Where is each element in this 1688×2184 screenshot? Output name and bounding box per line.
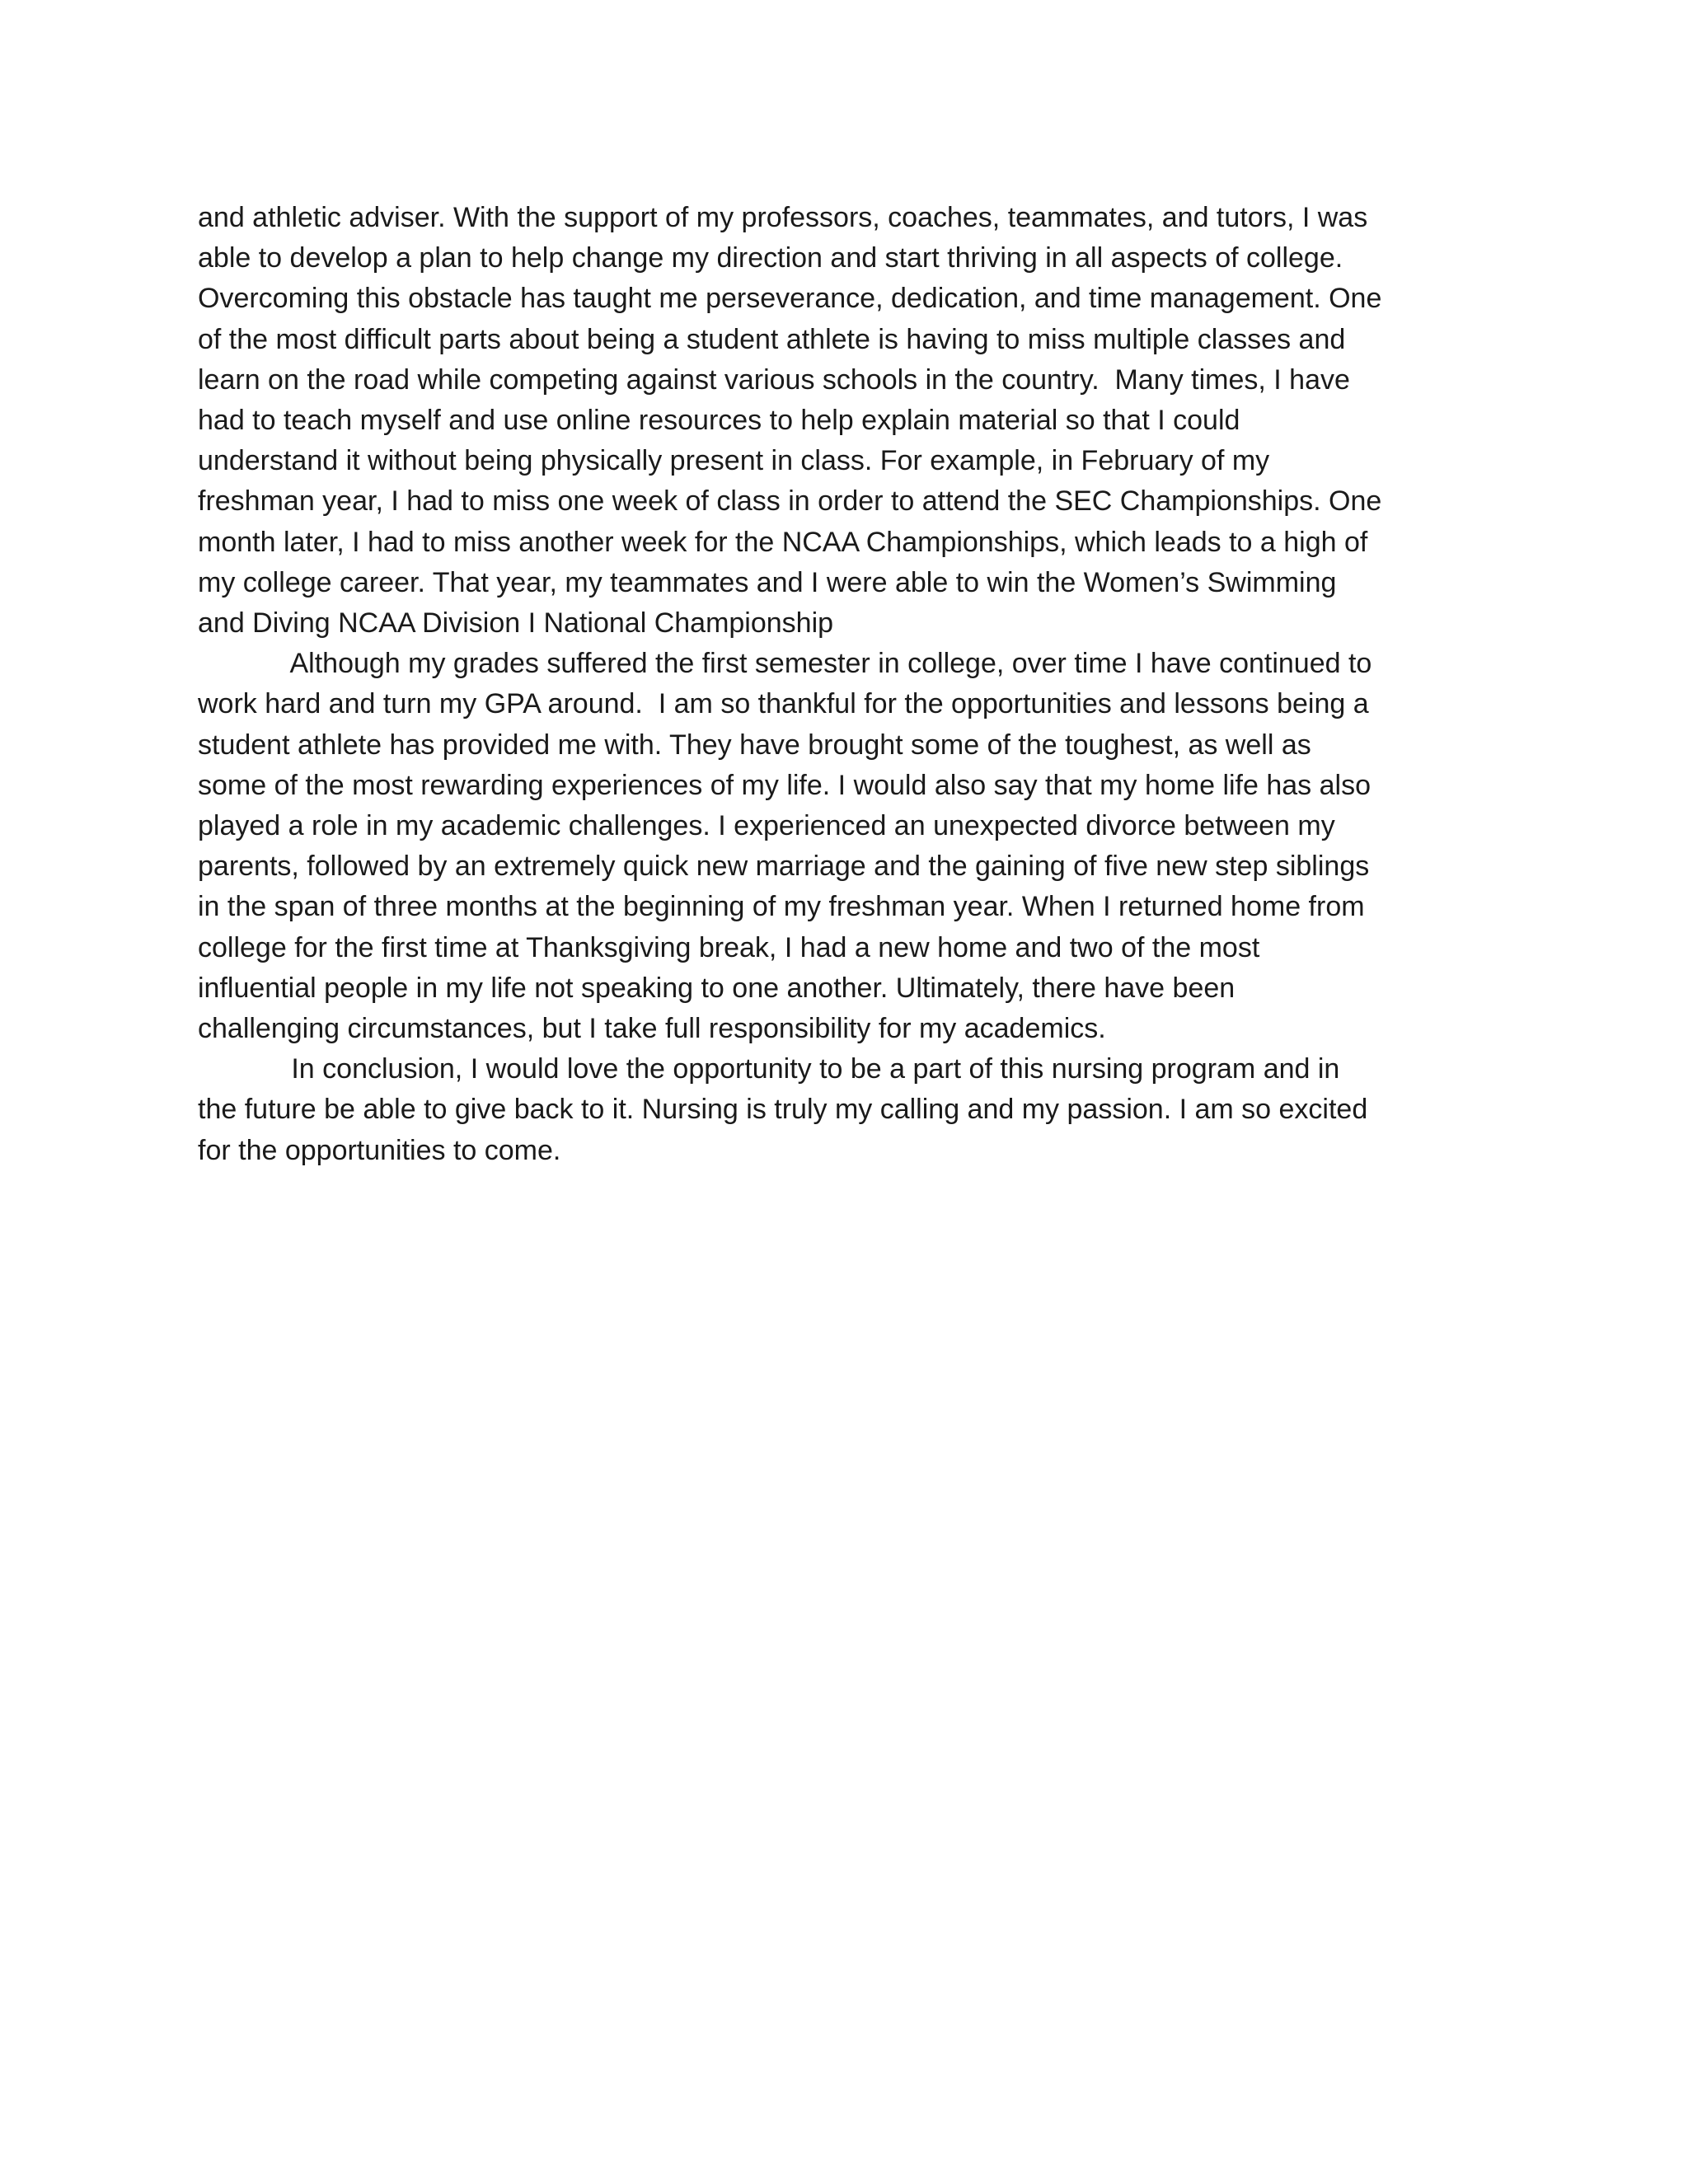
text-line: some of the most rewarding experiences of my life. I would also say that my home life has also (198, 769, 1371, 801)
text-line: student athlete has provided me with. They have brought some of the toughest, as well as (198, 729, 1311, 761)
text-line: parents, followed by an extremely quick new marriage and the gaining of five new step siblings (198, 851, 1370, 883)
text-line: in the span of three months at the beginning of my freshman year. When I returned home from (198, 891, 1365, 923)
text-line: influential people in my life not speaking to one another. Ultimately, there have been (198, 972, 1236, 1004)
text-line: played a role in my academic challenges. I experienced an unexpected divorce between my (198, 810, 1335, 842)
text-line: work hard and turn my GPA around. I am so thankful for the opportunities and lessons being a (198, 688, 1369, 720)
text-line: my college career. That year, my teammates and I were able to win the Women’s Swimming (198, 566, 1337, 598)
text-line: the future be able to give back to it. Nursing is truly my calling and my passion. I am so excited (198, 1094, 1368, 1126)
text-line: of the most difficult parts about being a student athlete is having to miss multiple classes and (198, 323, 1346, 355)
text-line: In conclusion, I would love the opportunity to be a part of this nursing program and in (198, 1053, 1340, 1085)
text-line: college for the first time at Thanksgiving break, I had a new home and two of the most (198, 931, 1260, 963)
text-line: understand it without being physically present in class. For example, in February of my (198, 445, 1270, 477)
text-line: able to develop a plan to help change my direction and start thriving in all aspects of college. (198, 242, 1343, 274)
text-line: and athletic adviser. With the support of my professors, coaches, teammates, and tutors, I was (198, 202, 1368, 233)
text-line: Overcoming this obstacle has taught me perseverance, dedication, and time management. One (198, 283, 1382, 315)
text-line: freshman year, I had to miss one week of class in order to attend the SEC Championships. One (198, 485, 1382, 518)
text-line: month later, I had to miss another week for the NCAA Championships, which leads to a high of (198, 526, 1368, 558)
text-line: Although my grades suffered the first semester in college, over time I have continued to (198, 648, 1372, 680)
text-line: learn on the road while competing against various schools in the country. Many times, I have (198, 363, 1350, 396)
text-line: had to teach myself and use online resources to help explain material so that I could (198, 405, 1240, 437)
text-line: for the opportunities to come. (198, 1134, 561, 1166)
text-line: and Diving NCAA Division I National Championship (198, 607, 834, 640)
essay-text (198, 198, 1500, 1171)
text-line: challenging circumstances, but I take full responsibility for my academics. (198, 1013, 1106, 1045)
